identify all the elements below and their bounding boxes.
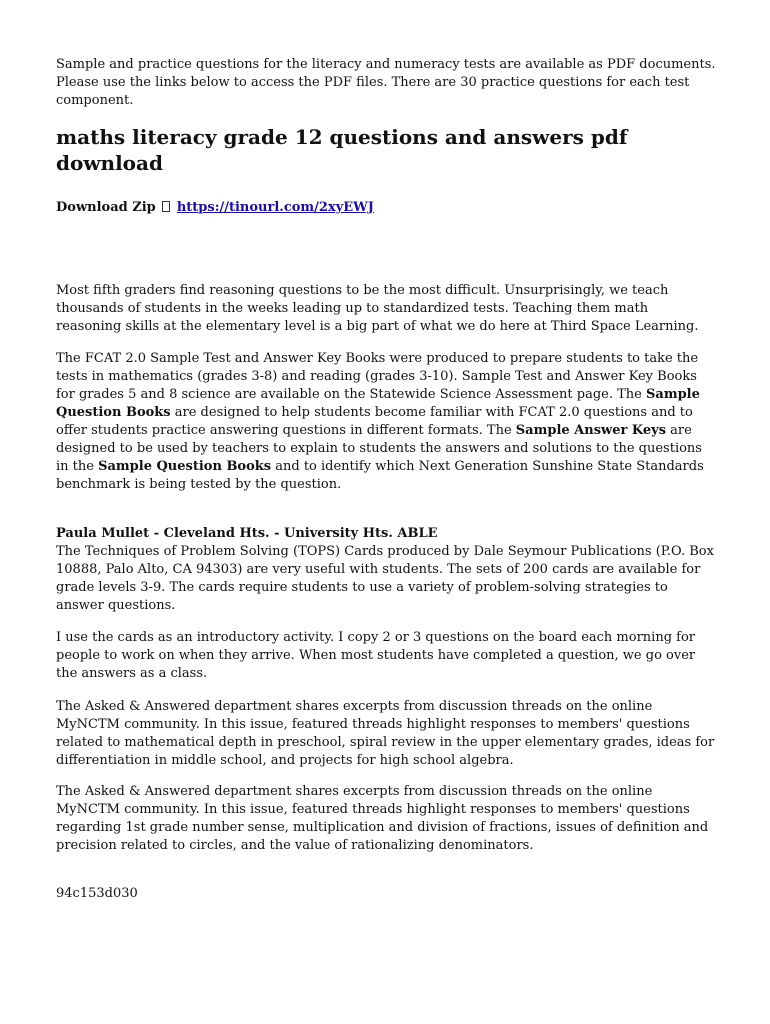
- download-link[interactable]: https://tinourl.com/2xyEWJ: [176, 200, 374, 215]
- intro-paragraph: Sample and practice questions for the literacy and numeracy tests are available as PDF documents. Please use the links below to access the PDF files. There are 30 practice questions for each test component.: [56, 57, 716, 108]
- footer-code: 94c153d030: [56, 886, 138, 901]
- fcat-text-4: and to identify which Next Generation Sunshine State Standards benchmark is being tested by the question.: [56, 459, 704, 492]
- paragraph-reasoning: Most fifth graders find reasoning questions to be the most difficult. Unsurprisingly, we teach thousands of students in the weeks leading up to standardized tests. Teaching them math reasoning skills at the elementary level is a big part of what we do here at Third Space Learning.: [56, 283, 699, 334]
- fcat-bold-3: Sample Question Books: [98, 459, 272, 474]
- page-title: maths literacy grade 12 questions and answers pdf download: [56, 125, 628, 175]
- paragraph-fcat: [56, 350, 716, 494]
- paragraph-asked-2: The Asked & Answered department shares excerpts from discussion threads on the online MyNCTM community. In this issue, featured threads highlight responses to members' questions regarding 1st grade number sense, multiplication and division of fractions, issues of definition and precision related to circles, and the value of rationalizing denominators.: [56, 784, 709, 853]
- fcat-text-1: The FCAT 2.0 Sample Test and Answer Key Books were produced to prepare students to take the tests in mathematics (grades 3-8) and reading (grades 3-10). Sample Test and Answer Key Books for grades 5 and 8 science are available on the Statewide Science Assessment page. The: [56, 351, 699, 402]
- paragraph-asked-1: The Asked & Answered department shares excerpts from discussion threads on the online MyNCTM community. In this issue, featured threads highlight responses to members' questions related to mathematical depth in preschool, spiral review in the upper elementary grades, ideas for differentiation in middle school, and projects for high school algebra.: [56, 699, 715, 768]
- paragraph-cards: I use the cards as an introductory activity. I copy 2 or 3 questions on the board each morning for people to work on when they arrive. When most students have completed a question, we go over the answers as a class.: [56, 630, 696, 681]
- fcat-bold-1: Sample Question Books: [56, 387, 700, 420]
- fcat-text-2: are designed to help students become familiar with FCAT 2.0 questions and to offer students practice answering questions in different formats. The: [56, 405, 693, 438]
- fcat-text-3: are designed to be used by teachers to explain to students the answers and solutions to the questions in the: [56, 423, 702, 474]
- download-line: [56, 199, 374, 217]
- section-heading: Paula Mullet - Cleveland Hts. - University Hts. ABLE: [56, 526, 438, 541]
- download-label: Download Zip: [56, 200, 156, 215]
- arrow-icon: [162, 201, 170, 212]
- paragraph-tops: The Techniques of Problem Solving (TOPS) Cards produced by Dale Seymour Publications (P.O. Box 10888, Palo Alto, CA 94303) are very useful with students. The sets of 200 cards are available for grade levels 3-9. The cards require students to use a variety of problem-solving strategies to answer questions.: [56, 544, 714, 613]
- fcat-bold-2: Sample Answer Keys: [515, 423, 667, 438]
